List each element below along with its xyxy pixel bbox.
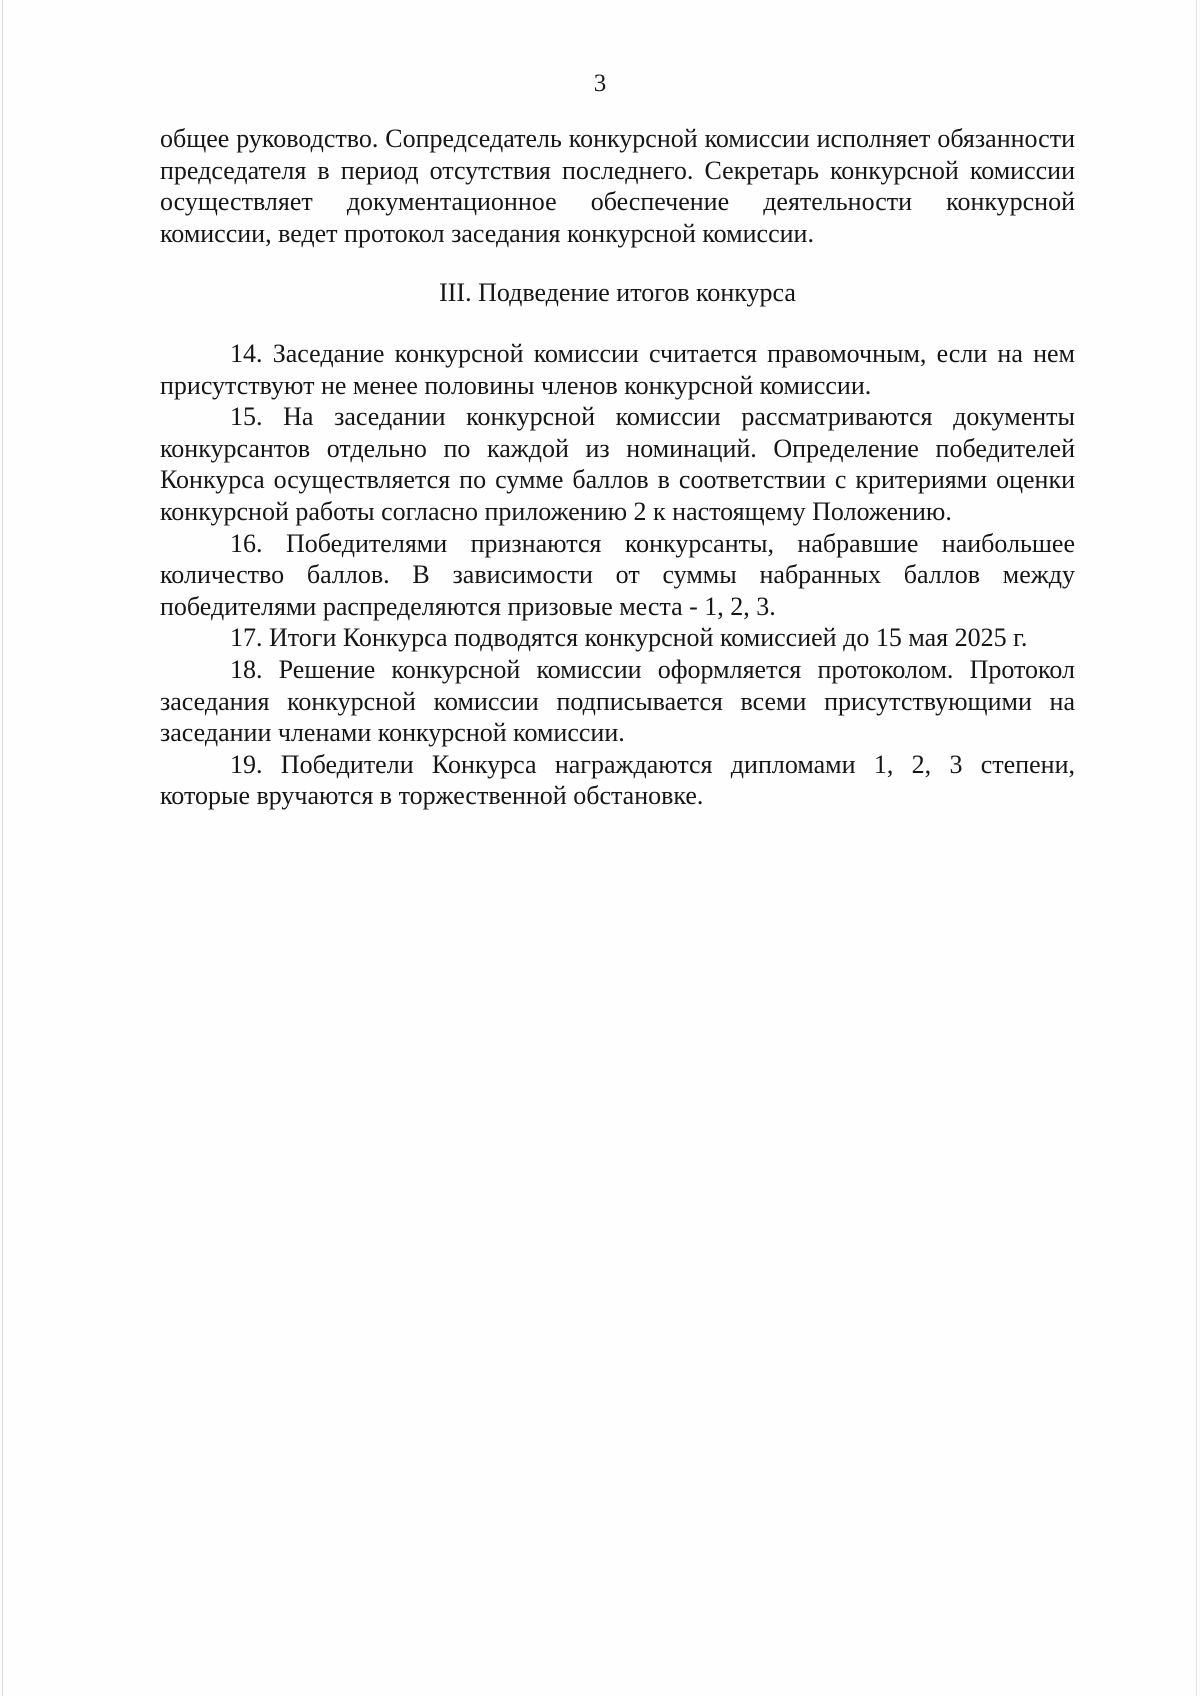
- paragraph-16: 16. Победителями признаются конкурсанты, набравшие наибольшее количество баллов. В зависимости от суммы набранных баллов между победителями распределяются призовые места - 1, 2, 3.: [160, 528, 1075, 621]
- paragraph-14: 14. Заседание конкурсной комиссии считается правомочным, если на нем присутствуют не менее половины членов конкурсной комиссии.: [160, 338, 1075, 400]
- page-number: 3: [593, 70, 607, 97]
- paragraph-19: 19. Победители Конкурса награждаются дипломами 1, 2, 3 степени, которые вручаются в торжественной обстановке.: [160, 749, 1075, 811]
- scan-edge-right: [1196, 0, 1197, 1696]
- intro-paragraph: общее руководство. Сопредседатель конкурсной комиссии исполняет обязанности председателя в период отсутствия последнего. Секретарь конкурсной комиссии осуществляет документационное обеспечение деятельности конкурсной комиссии, ведет протокол заседания конкурсной комиссии.: [160, 124, 1075, 248]
- paragraph-15: 15. На заседании конкурсной комиссии рассматриваются документы конкурсантов отдельно по каждой из номинаций. Определение победителей Конкурса осуществляется по сумме баллов в соответствии с критериями оценки конкурсной работы согласно приложению 2 к настоящему Положению.: [160, 402, 1075, 526]
- section-heading: III. Подведение итогов конкурса: [439, 278, 796, 308]
- document-body: [160, 123, 1075, 812]
- paragraph-18: 18. Решение конкурсной комиссии оформляется протоколом. Протокол заседания конкурсной комиссии подписывается всеми присутствующими на заседании членами конкурсной комиссии.: [160, 654, 1075, 748]
- paragraph-17: 17. Итоги Конкурса подводятся конкурсной комиссией до 15 мая 2025 г.: [230, 623, 1028, 653]
- scan-edge-left: [2, 0, 3, 1696]
